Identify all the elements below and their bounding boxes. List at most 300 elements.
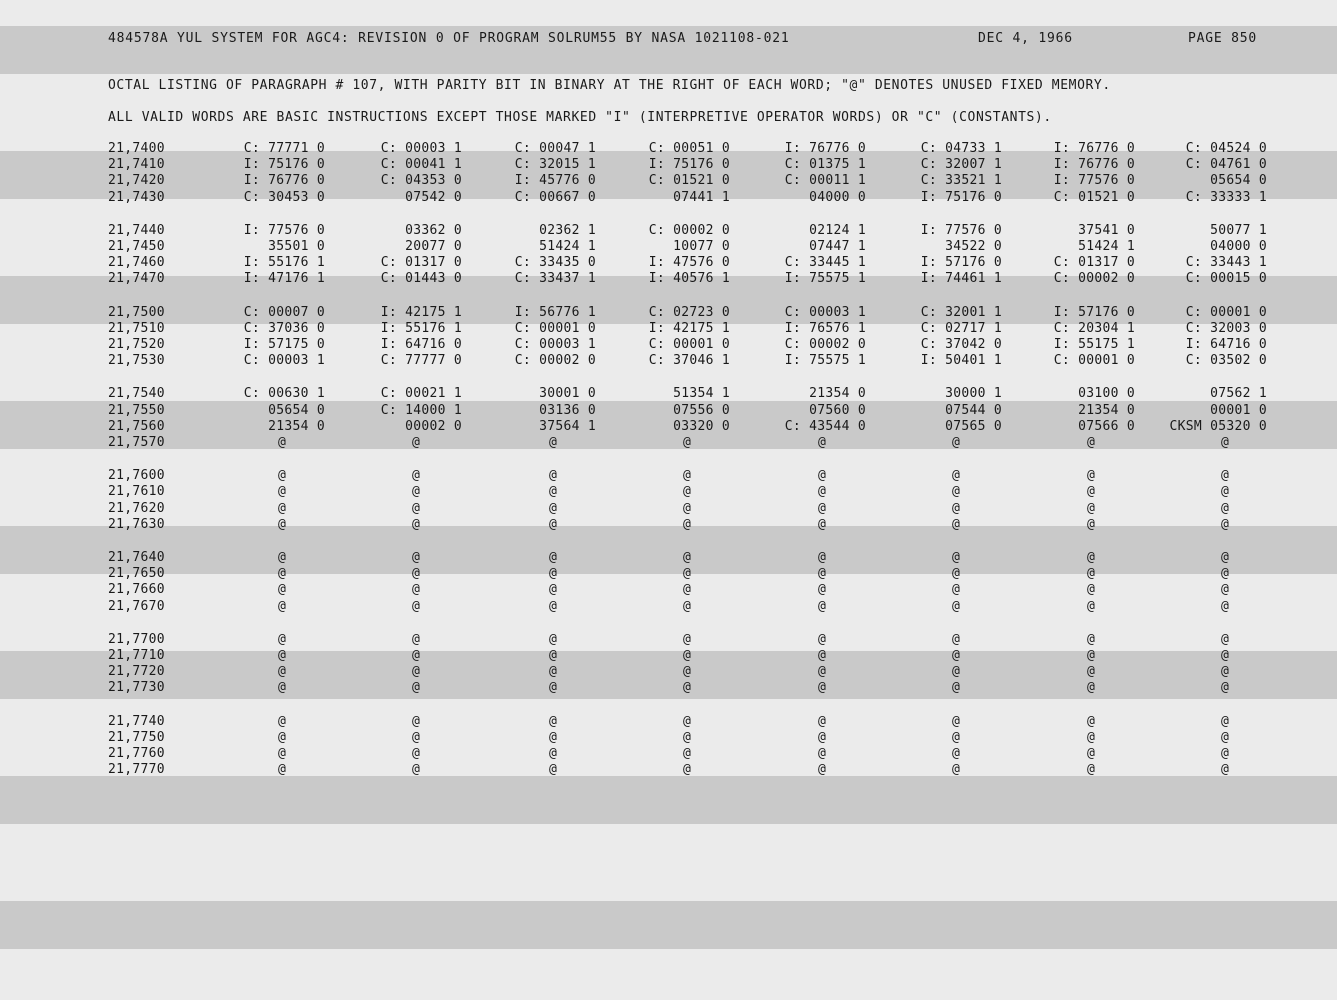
- octal-word: C: 00003 1: [784, 304, 866, 320]
- unused-word-marker: @: [952, 713, 961, 729]
- octal-word: C: 37036 0: [243, 320, 325, 336]
- unused-word-marker: @: [412, 762, 421, 778]
- octal-word: 50077 1: [1210, 222, 1267, 238]
- listing-row: [0, 239, 1337, 255]
- octal-word: C: 00001 0: [1185, 304, 1267, 320]
- unused-word-marker: @: [549, 468, 558, 484]
- row-address: 21,7600: [108, 468, 165, 484]
- octal-word: I: 77576 0: [1053, 173, 1135, 189]
- unused-word-marker: @: [549, 598, 558, 614]
- unused-word-marker: @: [549, 664, 558, 680]
- unused-word-marker: @: [683, 713, 692, 729]
- header-page: PAGE 850: [1188, 31, 1258, 46]
- octal-word: C: 30453 0: [243, 189, 325, 205]
- unused-word-marker: @: [1221, 746, 1230, 761]
- octal-word: C: 32007 1: [920, 157, 1002, 173]
- octal-word: 07562 1: [1210, 386, 1267, 402]
- unused-word-marker: @: [952, 435, 961, 450]
- unused-word-marker: @: [1087, 468, 1096, 484]
- unused-word-marker: @: [952, 582, 961, 598]
- unused-word-marker: @: [1221, 598, 1230, 614]
- unused-word-marker: @: [818, 582, 827, 598]
- unused-word-marker: @: [1087, 746, 1096, 761]
- octal-word: C: 33445 1: [784, 255, 866, 271]
- unused-word-marker: @: [1087, 664, 1096, 680]
- row-address: 21,7620: [108, 500, 165, 516]
- listing-row: [0, 484, 1337, 500]
- listing-row: [0, 664, 1337, 680]
- unused-word-marker: @: [278, 713, 287, 729]
- unused-word-marker: @: [818, 746, 827, 761]
- listing-row: [0, 566, 1337, 582]
- octal-word: C: 33443 1: [1185, 255, 1267, 271]
- octal-word: 04000 0: [809, 189, 866, 205]
- listing-row: [0, 337, 1337, 353]
- unused-word-marker: @: [549, 729, 558, 745]
- octal-word: 07542 0: [405, 189, 462, 205]
- octal-word: C: 04524 0: [1185, 141, 1267, 156]
- unused-word-marker: @: [683, 566, 692, 582]
- header-title: 484578A YUL SYSTEM FOR AGC4: REVISION 0 OF PROGRAM SOLRUM55 BY NASA 1021108-021: [108, 31, 790, 46]
- listing-row: [0, 223, 1337, 239]
- unused-word-marker: @: [818, 566, 827, 582]
- row-address: 21,7710: [108, 648, 165, 663]
- unused-word-marker: @: [278, 664, 287, 680]
- row-address: 21,7720: [108, 664, 165, 680]
- row-address: 21,7610: [108, 484, 165, 500]
- unused-word-marker: @: [1087, 566, 1096, 582]
- unused-word-marker: @: [952, 648, 961, 663]
- unused-word-marker: @: [952, 566, 961, 582]
- unused-word-marker: @: [1087, 516, 1096, 532]
- unused-word-marker: @: [1087, 680, 1096, 696]
- octal-word: 07447 1: [809, 239, 866, 254]
- unused-word-marker: @: [683, 484, 692, 500]
- octal-word: C: 14000 1: [380, 402, 462, 418]
- octal-word: I: 76776 0: [1053, 157, 1135, 173]
- unused-word-marker: @: [278, 631, 287, 647]
- unused-word-marker: @: [683, 500, 692, 516]
- unused-word-marker: @: [278, 729, 287, 745]
- unused-word-marker: @: [412, 566, 421, 582]
- octal-word: I: 64716 0: [1185, 337, 1267, 352]
- unused-word-marker: @: [278, 500, 287, 516]
- octal-word: I: 42175 1: [648, 320, 730, 336]
- octal-word: I: 55175 1: [1053, 337, 1135, 352]
- octal-word: 30001 0: [539, 386, 596, 402]
- intro-line-2: ALL VALID WORDS ARE BASIC INSTRUCTIONS EXCEPT THOSE MARKED "I" (INTERPRETIVE OPERATOR WORDS) OR "C" (CONSTANTS).: [108, 110, 1052, 125]
- listing-row: [0, 386, 1337, 402]
- octal-word: C: 33435 0: [514, 255, 596, 271]
- unused-word-marker: @: [1221, 631, 1230, 647]
- octal-word: C: 32015 1: [514, 157, 596, 173]
- unused-word-marker: @: [412, 631, 421, 647]
- octal-word: C: 43544 0: [784, 418, 866, 434]
- unused-word-marker: @: [952, 762, 961, 778]
- octal-word: I: 40576 1: [648, 271, 730, 287]
- octal-word: C: 02723 0: [648, 304, 730, 320]
- octal-word: C: 37046 1: [648, 353, 730, 369]
- octal-word: 10077 0: [673, 239, 730, 254]
- unused-word-marker: @: [278, 648, 287, 663]
- unused-word-marker: @: [549, 713, 558, 729]
- octal-word: 07544 0: [945, 402, 1002, 418]
- octal-word: 07565 0: [945, 418, 1002, 434]
- octal-word: 05654 0: [268, 402, 325, 418]
- unused-word-marker: @: [549, 762, 558, 778]
- unused-word-marker: @: [683, 582, 692, 598]
- unused-word-marker: @: [412, 713, 421, 729]
- listing-row: [0, 501, 1337, 517]
- unused-word-marker: @: [1087, 631, 1096, 647]
- unused-word-marker: @: [1221, 435, 1230, 450]
- listing-row: [0, 419, 1337, 435]
- unused-word-marker: @: [818, 500, 827, 516]
- unused-word-marker: @: [412, 598, 421, 614]
- unused-word-marker: @: [683, 648, 692, 663]
- row-address: 21,7420: [108, 173, 165, 189]
- row-address: 21,7630: [108, 516, 165, 532]
- unused-word-marker: @: [412, 550, 421, 565]
- listing-row: [0, 762, 1337, 778]
- octal-word: C: 00047 1: [514, 141, 596, 156]
- unused-word-marker: @: [549, 500, 558, 516]
- listing-row: [0, 173, 1337, 189]
- row-address: 21,7700: [108, 631, 165, 647]
- unused-word-marker: @: [549, 550, 558, 565]
- listing-row: [0, 271, 1337, 287]
- octal-word: C: 01317 0: [1053, 255, 1135, 271]
- row-address: 21,7410: [108, 157, 165, 173]
- unused-word-marker: @: [952, 631, 961, 647]
- unused-word-marker: @: [683, 468, 692, 484]
- octal-word: C: 01375 1: [784, 157, 866, 173]
- row-address: 21,7520: [108, 337, 165, 352]
- row-address: 21,7500: [108, 304, 165, 320]
- unused-word-marker: @: [278, 680, 287, 696]
- octal-word: C: 77771 0: [243, 141, 325, 156]
- octal-word: C: 00002 0: [514, 353, 596, 369]
- unused-word-marker: @: [1087, 598, 1096, 614]
- octal-word: I: 76776 0: [243, 173, 325, 189]
- listing-row: [0, 582, 1337, 598]
- unused-word-marker: @: [549, 435, 558, 450]
- unused-word-marker: @: [818, 762, 827, 778]
- unused-word-marker: @: [952, 516, 961, 532]
- octal-word: C: 00003 1: [380, 141, 462, 156]
- row-address: 21,7440: [108, 222, 165, 238]
- octal-word: I: 56776 1: [514, 304, 596, 320]
- unused-word-marker: @: [1087, 582, 1096, 598]
- unused-word-marker: @: [412, 729, 421, 745]
- unused-word-marker: @: [549, 746, 558, 761]
- octal-word: C: 01521 0: [648, 173, 730, 189]
- unused-word-marker: @: [1221, 516, 1230, 532]
- unused-word-marker: @: [683, 631, 692, 647]
- row-address: 21,7470: [108, 271, 165, 287]
- listing-row: [0, 157, 1337, 173]
- octal-word: C: 04761 0: [1185, 157, 1267, 173]
- unused-word-marker: @: [1221, 582, 1230, 598]
- unused-word-marker: @: [1087, 648, 1096, 663]
- unused-word-marker: @: [818, 598, 827, 614]
- unused-word-marker: @: [952, 664, 961, 680]
- unused-word-marker: @: [278, 582, 287, 598]
- octal-word: 05654 0: [1210, 173, 1267, 189]
- unused-word-marker: @: [1221, 680, 1230, 696]
- row-address: 21,7530: [108, 353, 165, 369]
- listing-row: [0, 305, 1337, 321]
- row-address: 21,7550: [108, 402, 165, 418]
- octal-word: C: 00002 0: [648, 222, 730, 238]
- listing-row: [0, 468, 1337, 484]
- octal-word: C: 00001 0: [514, 320, 596, 336]
- unused-word-marker: @: [818, 550, 827, 565]
- unused-word-marker: @: [683, 435, 692, 450]
- octal-word: 00001 0: [1210, 402, 1267, 418]
- listing-row: [0, 255, 1337, 271]
- unused-word-marker: @: [683, 746, 692, 761]
- octal-word: I: 57175 0: [243, 337, 325, 352]
- unused-word-marker: @: [278, 435, 287, 450]
- listing-row: [0, 435, 1337, 451]
- octal-word: I: 77576 0: [920, 222, 1002, 238]
- row-address: 21,7750: [108, 729, 165, 745]
- row-address: 21,7670: [108, 598, 165, 614]
- octal-word: C: 00041 1: [380, 157, 462, 173]
- unused-word-marker: @: [549, 484, 558, 500]
- unused-word-marker: @: [683, 680, 692, 696]
- octal-word: C: 02717 1: [920, 320, 1002, 336]
- listing-row: [0, 680, 1337, 696]
- octal-word: 30000 1: [945, 386, 1002, 402]
- row-address: 21,7510: [108, 320, 165, 336]
- unused-word-marker: @: [412, 680, 421, 696]
- unused-word-marker: @: [818, 468, 827, 484]
- octal-word: 07560 0: [809, 402, 866, 418]
- octal-word: I: 76776 0: [784, 141, 866, 156]
- octal-word: I: 55176 1: [380, 320, 462, 336]
- octal-word: 07566 0: [1078, 418, 1135, 434]
- unused-word-marker: @: [1221, 664, 1230, 680]
- listing-row: [0, 730, 1337, 746]
- unused-word-marker: @: [278, 762, 287, 778]
- octal-word: 21354 0: [1078, 402, 1135, 418]
- listing-row: [0, 648, 1337, 664]
- unused-word-marker: @: [952, 468, 961, 484]
- octal-word: C: 01317 0: [380, 255, 462, 271]
- unused-word-marker: @: [683, 729, 692, 745]
- unused-word-marker: @: [549, 566, 558, 582]
- octal-word: 02362 1: [539, 222, 596, 238]
- octal-word: 37564 1: [539, 418, 596, 434]
- octal-word: C: 04353 0: [380, 173, 462, 189]
- unused-word-marker: @: [1087, 435, 1096, 450]
- listing-row: [0, 190, 1337, 206]
- unused-word-marker: @: [952, 680, 961, 696]
- unused-word-marker: @: [1087, 484, 1096, 500]
- row-address: 21,7640: [108, 550, 165, 565]
- unused-word-marker: @: [818, 729, 827, 745]
- octal-word: 04000 0: [1210, 239, 1267, 254]
- row-address: 21,7740: [108, 713, 165, 729]
- unused-word-marker: @: [1221, 566, 1230, 582]
- octal-word: I: 74461 1: [920, 271, 1002, 287]
- row-address: 21,7650: [108, 566, 165, 582]
- unused-word-marker: @: [549, 680, 558, 696]
- row-address: 21,7660: [108, 582, 165, 598]
- octal-word: 03362 0: [405, 222, 462, 238]
- octal-word: I: 55176 1: [243, 255, 325, 271]
- row-address: 21,7450: [108, 239, 165, 254]
- unused-word-marker: @: [952, 746, 961, 761]
- unused-word-marker: @: [818, 435, 827, 450]
- octal-word: 51424 1: [1078, 239, 1135, 254]
- intro-line-1: OCTAL LISTING OF PARAGRAPH # 107, WITH PARITY BIT IN BINARY AT THE RIGHT OF EACH WORD; "@" DENOTES UNUSED FIXED MEMORY.: [108, 78, 1111, 93]
- unused-word-marker: @: [278, 566, 287, 582]
- octal-word: C: 33437 1: [514, 271, 596, 287]
- unused-word-marker: @: [952, 550, 961, 565]
- octal-word: 03136 0: [539, 402, 596, 418]
- unused-word-marker: @: [1087, 729, 1096, 745]
- octal-word: C: 37042 0: [920, 337, 1002, 352]
- listing-row: [0, 714, 1337, 730]
- octal-word: 03100 0: [1078, 386, 1135, 402]
- octal-word: 20077 0: [405, 239, 462, 254]
- octal-word: C: 00021 1: [380, 386, 462, 402]
- unused-word-marker: @: [1221, 550, 1230, 565]
- row-address: 21,7460: [108, 255, 165, 271]
- octal-word: I: 76576 1: [784, 320, 866, 336]
- octal-word: I: 47176 1: [243, 271, 325, 287]
- unused-word-marker: @: [412, 435, 421, 450]
- octal-word: C: 00003 1: [514, 337, 596, 352]
- octal-word: C: 20304 1: [1053, 320, 1135, 336]
- octal-word: I: 42175 1: [380, 304, 462, 320]
- unused-word-marker: @: [278, 516, 287, 532]
- unused-word-marker: @: [549, 582, 558, 598]
- listing-row: [0, 403, 1337, 419]
- unused-word-marker: @: [952, 598, 961, 614]
- unused-word-marker: @: [412, 648, 421, 663]
- octal-word: 03320 0: [673, 418, 730, 434]
- row-address: 21,7760: [108, 746, 165, 761]
- octal-word: C: 01443 0: [380, 271, 462, 287]
- row-address: 21,7400: [108, 141, 165, 156]
- unused-word-marker: @: [278, 746, 287, 761]
- unused-word-marker: @: [818, 631, 827, 647]
- octal-word: 37541 0: [1078, 222, 1135, 238]
- unused-word-marker: @: [549, 631, 558, 647]
- row-address: 21,7560: [108, 418, 165, 434]
- unused-word-marker: @: [952, 484, 961, 500]
- header-date: DEC 4, 1966: [978, 31, 1073, 46]
- unused-word-marker: @: [818, 648, 827, 663]
- unused-word-marker: @: [278, 550, 287, 565]
- unused-word-marker: @: [1221, 713, 1230, 729]
- unused-word-marker: @: [278, 468, 287, 484]
- unused-word-marker: @: [1221, 648, 1230, 663]
- octal-word: C: 00002 0: [784, 337, 866, 352]
- unused-word-marker: @: [1221, 762, 1230, 778]
- listing-row: [0, 353, 1337, 369]
- listing-row: [0, 550, 1337, 566]
- octal-word: C: 00011 1: [784, 173, 866, 189]
- unused-word-marker: @: [1221, 500, 1230, 516]
- octal-word: C: 00667 0: [514, 189, 596, 205]
- octal-word: I: 75176 0: [920, 189, 1002, 205]
- octal-word: CKSM 05320 0: [1169, 418, 1267, 434]
- unused-word-marker: @: [412, 664, 421, 680]
- row-address: 21,7430: [108, 189, 165, 205]
- octal-word: C: 00001 0: [648, 337, 730, 352]
- unused-word-marker: @: [278, 484, 287, 500]
- octal-word: C: 01521 0: [1053, 189, 1135, 205]
- listing-row: [0, 746, 1337, 762]
- unused-word-marker: @: [818, 484, 827, 500]
- listing-row: [0, 599, 1337, 615]
- unused-word-marker: @: [412, 516, 421, 532]
- unused-word-marker: @: [1087, 550, 1096, 565]
- unused-word-marker: @: [952, 729, 961, 745]
- unused-word-marker: @: [412, 500, 421, 516]
- octal-word: 00002 0: [405, 418, 462, 434]
- octal-word: I: 75575 1: [784, 271, 866, 287]
- row-address: 21,7540: [108, 386, 165, 402]
- listing-row: [0, 517, 1337, 533]
- unused-word-marker: @: [683, 762, 692, 778]
- octal-word: C: 00003 1: [243, 353, 325, 369]
- listing-row: [0, 141, 1337, 157]
- octal-word: 21354 0: [809, 386, 866, 402]
- unused-word-marker: @: [412, 582, 421, 598]
- unused-word-marker: @: [683, 516, 692, 532]
- octal-word: I: 75176 0: [648, 157, 730, 173]
- octal-word: 21354 0: [268, 418, 325, 434]
- octal-word: C: 32001 1: [920, 304, 1002, 320]
- octal-word: 51354 1: [673, 386, 730, 402]
- row-address: 21,7570: [108, 435, 165, 450]
- octal-word: I: 64716 0: [380, 337, 462, 352]
- unused-word-marker: @: [549, 516, 558, 532]
- unused-word-marker: @: [818, 516, 827, 532]
- unused-word-marker: @: [278, 598, 287, 614]
- octal-word: I: 57176 0: [920, 255, 1002, 271]
- octal-word: C: 04733 1: [920, 141, 1002, 156]
- listing-row: [0, 321, 1337, 337]
- unused-word-marker: @: [1221, 729, 1230, 745]
- octal-word: 07441 1: [673, 189, 730, 205]
- unused-word-marker: @: [412, 746, 421, 761]
- octal-word: C: 32003 0: [1185, 320, 1267, 336]
- octal-word: C: 33521 1: [920, 173, 1002, 189]
- octal-word: I: 50401 1: [920, 353, 1002, 369]
- octal-word: 07556 0: [673, 402, 730, 418]
- unused-word-marker: @: [549, 648, 558, 663]
- unused-word-marker: @: [683, 598, 692, 614]
- octal-word: I: 47576 0: [648, 255, 730, 271]
- octal-word: C: 00051 0: [648, 141, 730, 156]
- octal-word: C: 00015 0: [1185, 271, 1267, 287]
- octal-word: C: 00002 0: [1053, 271, 1135, 287]
- octal-word: C: 00001 0: [1053, 353, 1135, 369]
- octal-word: I: 75575 1: [784, 353, 866, 369]
- octal-word: I: 77576 0: [243, 222, 325, 238]
- unused-word-marker: @: [412, 468, 421, 484]
- unused-word-marker: @: [818, 680, 827, 696]
- unused-word-marker: @: [683, 550, 692, 565]
- unused-word-marker: @: [1221, 468, 1230, 484]
